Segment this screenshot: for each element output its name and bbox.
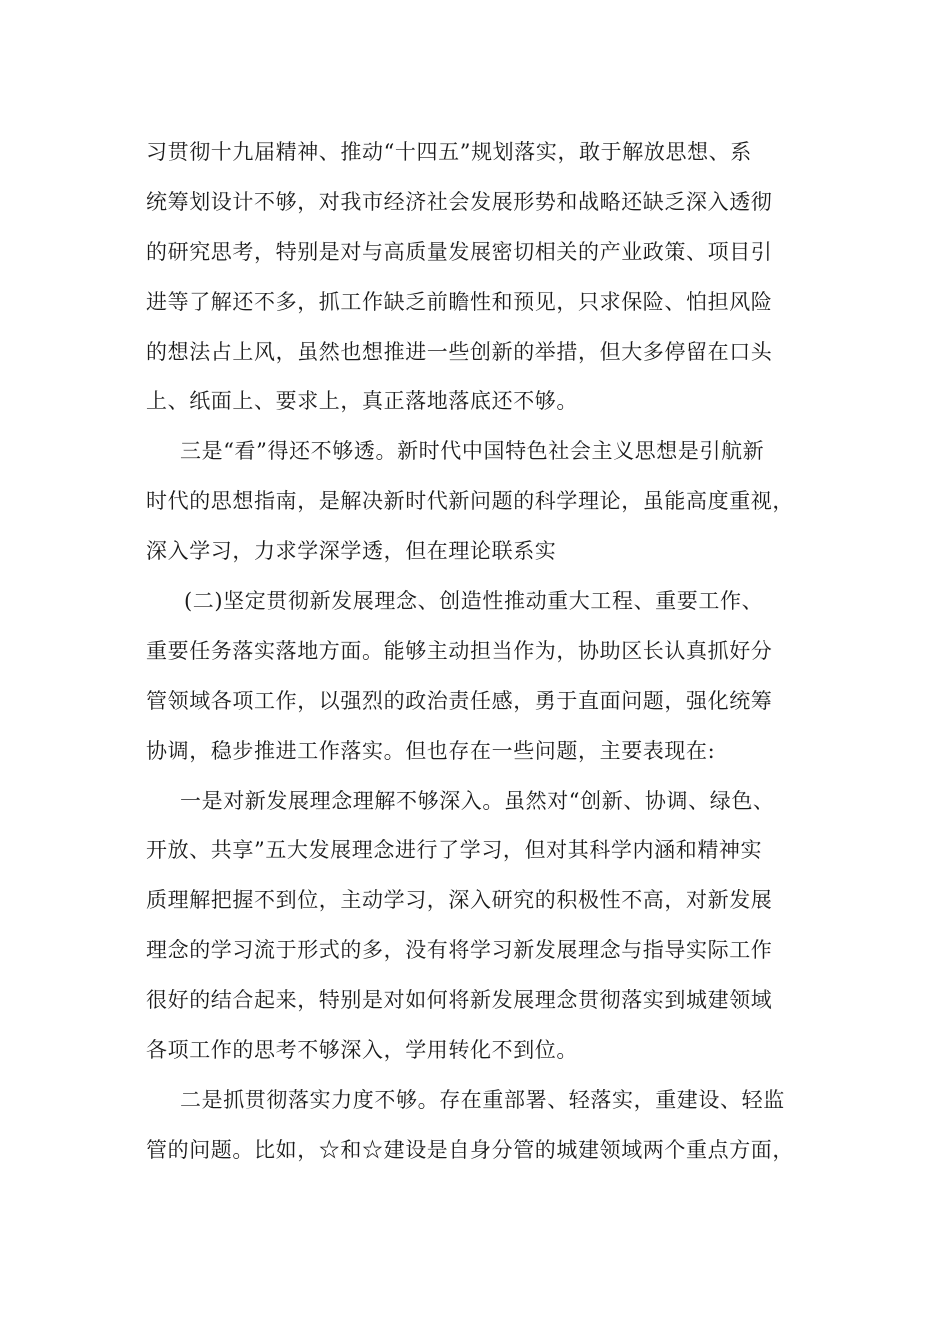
text-line: 的想法占上风，虽然也想推进一些创新的举措，但大多停留在口头 [146,339,773,364]
text-line: 深入学习，力求学深学透，但在理论联系实 [146,539,557,564]
section-heading-line: (二)坚定贯彻新发展理念、创造性推动重大工程、重要工作、 [184,589,764,614]
text-line: 质理解把握不到位，主动学习，深入研究的积极性不高，对新发展 [146,888,773,913]
text-line: 管领域各项工作，以强烈的政治责任感，勇于直面问题，强化统筹 [146,688,773,713]
text-line: 时代的思想指南，是解决新时代新问题的科学理论，虽能高度重视， [146,489,794,514]
text-line: 重要任务落实落地方面。能够主动担当作为，协助区长认真抓好分 [146,638,773,663]
paragraph-start-line: 三是“看”得还不够透。新时代中国特色社会主义思想是引航新 [180,439,765,464]
paragraph-start-line: 一是对新发展理念理解不够深入。虽然对“创新、协调、绿色、 [180,788,775,813]
text-line: 管的问题。比如，☆和☆建设是自身分管的城建领域两个重点方面， [146,1137,794,1162]
text-line: 的研究思考，特别是对与高质量发展密切相关的产业政策、项目引 [146,239,773,264]
text-line: 协调，稳步推进工作落实。但也存在一些问题，主要表现在: [146,738,716,763]
text-line: 理念的学习流于形式的多，没有将学习新发展理念与指导实际工作 [146,938,773,963]
text-line: 开放、共享”五大发展理念进行了学习，但对其科学内涵和精神实 [146,838,763,863]
paragraph-start-line: 二是抓贯彻落实力度不够。存在重部署、轻落实，重建设、轻监 [180,1087,785,1112]
text-line: 进等了解还不多，抓工作缺乏前瞻性和预见，只求保险、怕担风险 [146,289,773,314]
text-line: 习贯彻十九届精神、推动“十四五”规划落实，敢于解放思想、系 [146,140,752,164]
text-line: 很好的结合起来，特别是对如何将新发展理念贯彻落实到城建领域 [146,988,773,1013]
text-line: 各项工作的思考不够深入，学用转化不到位。 [146,1038,578,1063]
text-line: 统筹划设计不够，对我市经济社会发展形势和战略还缺乏深入透彻 [146,189,773,214]
document-body [146,128,814,1176]
text-line: 上、纸面上、要求上，真正落地落底还不够。 [146,389,578,414]
